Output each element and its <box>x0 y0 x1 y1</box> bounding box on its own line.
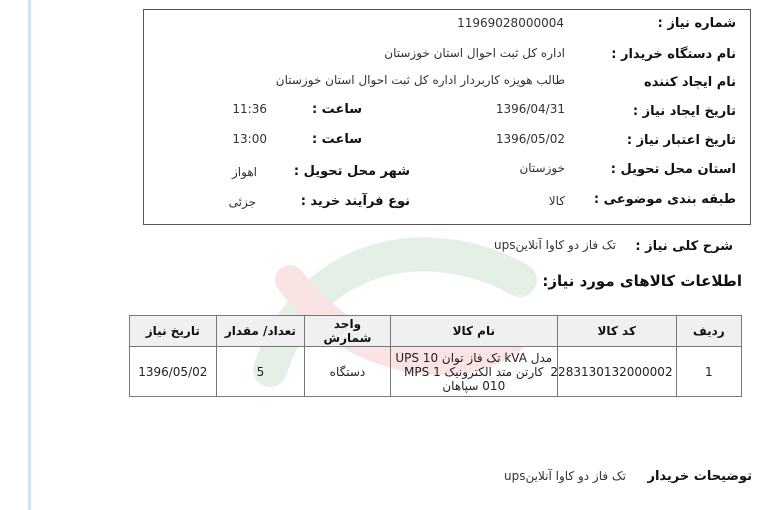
creator-label: نام ایجاد کننده <box>644 75 736 90</box>
province-value: خوزستان <box>519 161 565 175</box>
city-value: اهواز <box>232 165 257 179</box>
need-number-label: شماره نیاز : <box>657 16 736 31</box>
created-time-value: 11:36 <box>232 102 267 116</box>
goods-section-title: اطلاعات کالاهای مورد نیاز: <box>542 272 742 290</box>
column-header-code: کد کالا <box>557 316 676 347</box>
created-date-label: تاریخ ایجاد نیاز : <box>632 104 736 119</box>
request-details-box <box>143 9 751 225</box>
cell-name: مدل kVA تک فاز توان UPS 10 کارتن متد الکترونیک MPS 1 010 سپاهان <box>390 347 557 397</box>
buyer-notes-label: توضیحات خریدار <box>647 469 752 484</box>
process-value: جزئی <box>228 195 256 209</box>
column-header-row-number: ردیف <box>676 316 741 347</box>
creator-value: طالب هویزه کاربردار اداره کل ثبت احوال استان خوزستان <box>275 73 565 87</box>
buyer-org-value: اداره کل ثبت احوال استان خوزستان <box>384 46 565 60</box>
cell-quantity: 5 <box>216 347 305 397</box>
buyer-notes-text: تک فاز دو کاوا آنلاینups <box>504 469 626 483</box>
cell-unit: دستگاه <box>305 347 391 397</box>
created-date-value: 1396/04/31 <box>495 102 565 116</box>
category-value: کالا <box>548 194 565 208</box>
city-label: شهر محل تحویل : <box>293 164 410 179</box>
column-header-need-date: تاریخ نیاز <box>130 316 217 347</box>
goods-table <box>129 315 742 397</box>
cell-row-number: 1 <box>676 347 741 397</box>
column-header-unit: واحد شمارش <box>305 316 391 347</box>
column-header-name: نام کالا <box>390 316 557 347</box>
valid-date-value: 1396/05/02 <box>495 132 565 146</box>
need-number-value: 11969028000004 <box>457 16 564 30</box>
goods-table-header-row <box>130 316 742 347</box>
process-label: نوع فرآیند خرید : <box>300 194 410 209</box>
summary-text: تک فاز دو کاوا آنلاینups <box>494 238 616 252</box>
valid-time-value: 13:00 <box>232 132 267 146</box>
valid-date-label: تاریخ اعتبار نیاز : <box>626 133 736 148</box>
category-label: طبقه بندی موضوعی : <box>593 192 736 207</box>
cell-need-date: 1396/05/02 <box>130 347 217 397</box>
cell-code: 2283130132000002 <box>557 347 676 397</box>
buyer-org-label: نام دستگاه خریدار : <box>611 47 736 62</box>
table-row <box>130 347 742 397</box>
page-left-border <box>28 0 31 510</box>
created-time-label: ساعت : <box>311 102 362 117</box>
province-label: استان محل تحویل : <box>610 162 736 177</box>
column-header-quantity: تعداد/ مقدار <box>216 316 305 347</box>
summary-label: شرح کلی نیاز : <box>635 239 733 254</box>
valid-time-label: ساعت : <box>311 132 362 147</box>
